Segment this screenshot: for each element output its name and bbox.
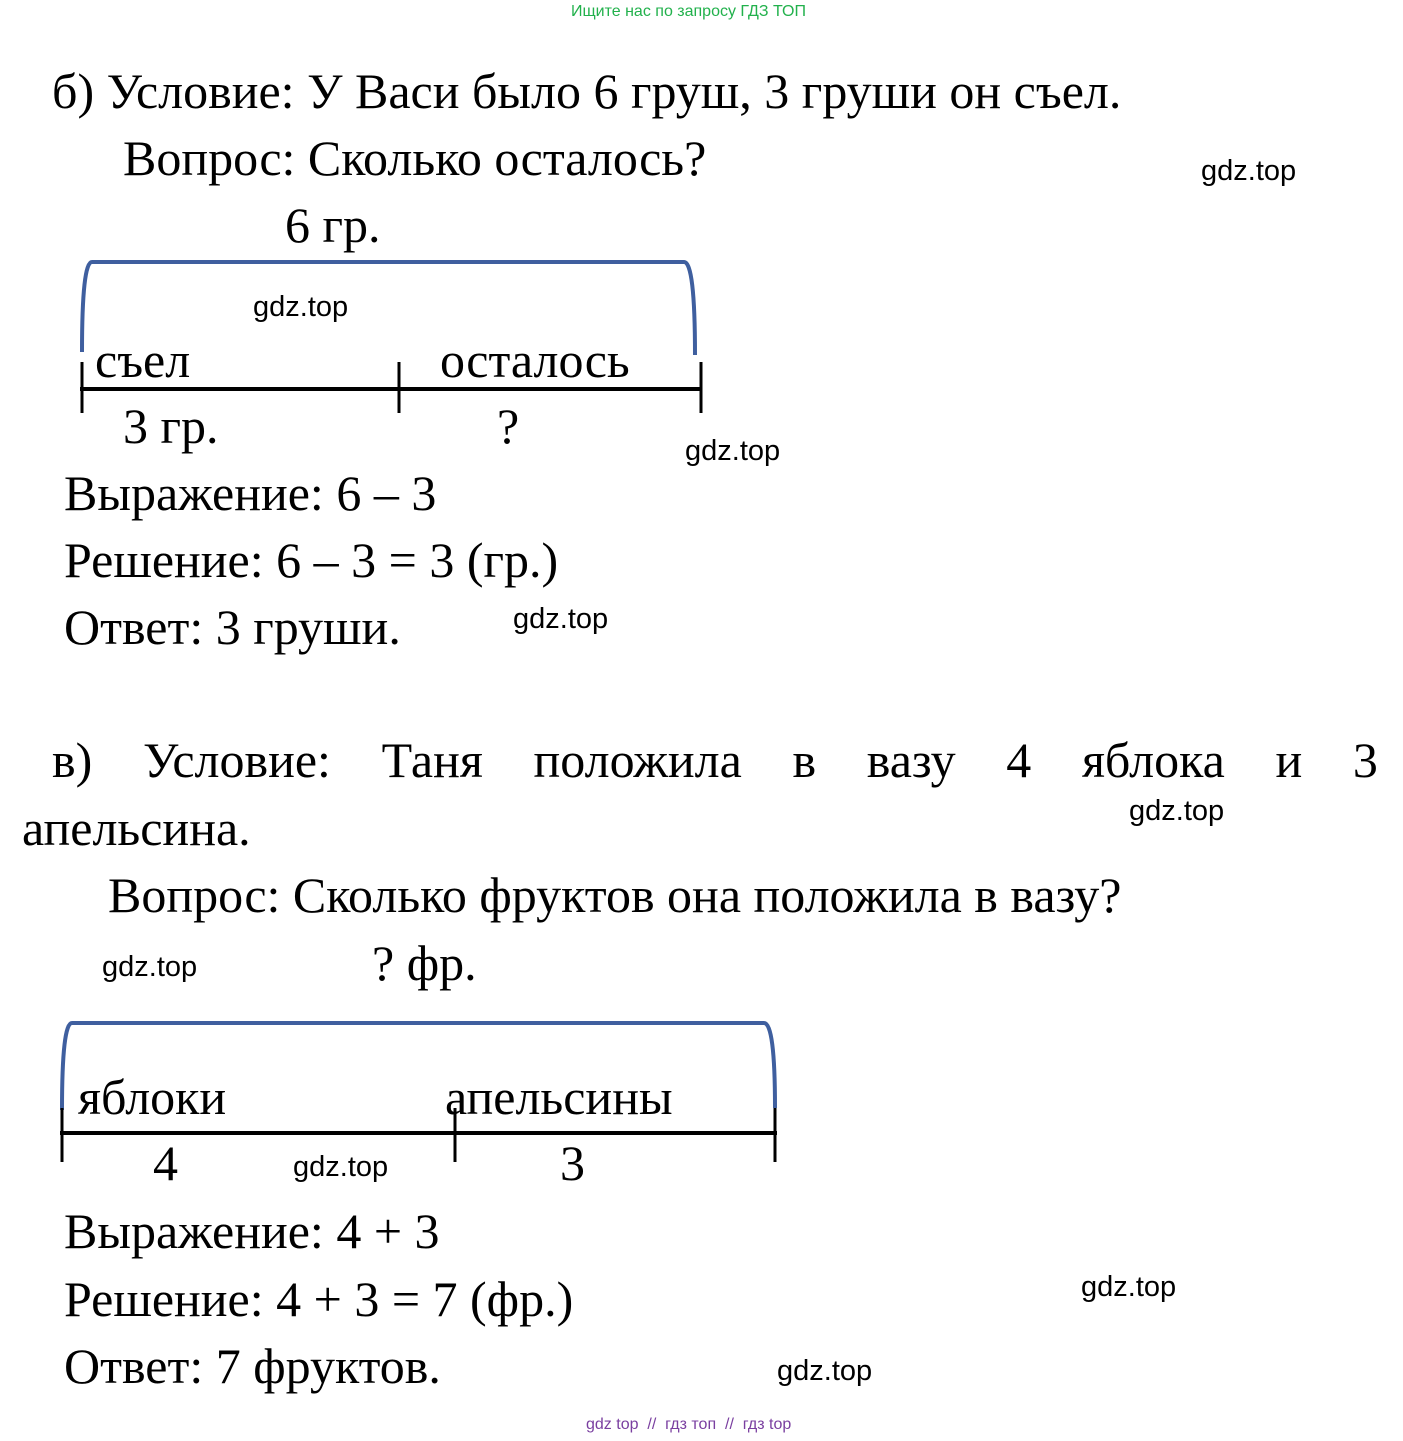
part-v-left-label: яблоки bbox=[78, 1069, 227, 1125]
watermark: gdz.top bbox=[293, 1151, 389, 1183]
watermark: gdz.top bbox=[777, 1355, 873, 1387]
watermark: gdz.top bbox=[1201, 155, 1297, 187]
part-v-word: вазу bbox=[866, 732, 956, 788]
part-v-left-value: 4 bbox=[153, 1135, 178, 1191]
part-b-expression: Выражение: 6 – 3 bbox=[64, 465, 437, 521]
part-b-total-label: 6 гр. bbox=[285, 197, 381, 253]
part-v-word: 4 bbox=[1006, 732, 1032, 788]
part-v-solution: Решение: 4 + 3 = 7 (фр.) bbox=[64, 1271, 574, 1327]
part-v-word: в) bbox=[52, 732, 93, 788]
top-banner: Ищите нас по запросу ГДЗ ТОП bbox=[571, 3, 806, 20]
part-v-question: Вопрос: Сколько фруктов она положила в вазу? bbox=[108, 867, 1122, 923]
part-v-word: положила bbox=[533, 732, 742, 788]
part-v-word: Таня bbox=[381, 732, 483, 788]
part-v-right-value: 3 bbox=[560, 1135, 585, 1191]
part-b-left-value: 3 гр. bbox=[123, 398, 219, 454]
part-b-condition: б) Условие: У Васи было 6 груш, 3 груши он съел. bbox=[52, 63, 1122, 119]
part-v-word: Условие: bbox=[142, 732, 331, 788]
part-v-word: и bbox=[1275, 732, 1303, 788]
watermark: gdz.top bbox=[1081, 1271, 1177, 1303]
watermark: gdz.top bbox=[1129, 795, 1225, 827]
part-b-right-label: осталось bbox=[440, 332, 630, 388]
part-v-answer: Ответ: 7 фруктов. bbox=[64, 1338, 441, 1394]
part-v-word: яблока bbox=[1081, 732, 1225, 788]
part-b-answer: Ответ: 3 груши. bbox=[64, 599, 401, 655]
part-v-expression: Выражение: 4 + 3 bbox=[64, 1203, 440, 1259]
part-v-condition-line bbox=[52, 732, 1378, 788]
part-v-word: в bbox=[792, 732, 817, 788]
part-b-solution: Решение: 6 – 3 = 3 (гр.) bbox=[64, 532, 559, 588]
footer-links: gdz top // гдз топ // гдз top bbox=[586, 1416, 792, 1433]
part-b-left-label: съел bbox=[95, 332, 191, 388]
watermark: gdz.top bbox=[513, 603, 609, 635]
watermark: gdz.top bbox=[102, 951, 198, 983]
part-b-question: Вопрос: Сколько осталось? bbox=[123, 130, 707, 186]
part-b-right-value: ? bbox=[497, 398, 520, 454]
watermark: gdz.top bbox=[685, 435, 781, 467]
part-v-right-label: апельсины bbox=[445, 1069, 673, 1125]
part-v-condition-end: апельсина. bbox=[22, 800, 251, 856]
part-v-word: 3 bbox=[1352, 732, 1378, 788]
watermark: gdz.top bbox=[253, 291, 349, 323]
part-v-total-label: ? фр. bbox=[372, 935, 477, 991]
